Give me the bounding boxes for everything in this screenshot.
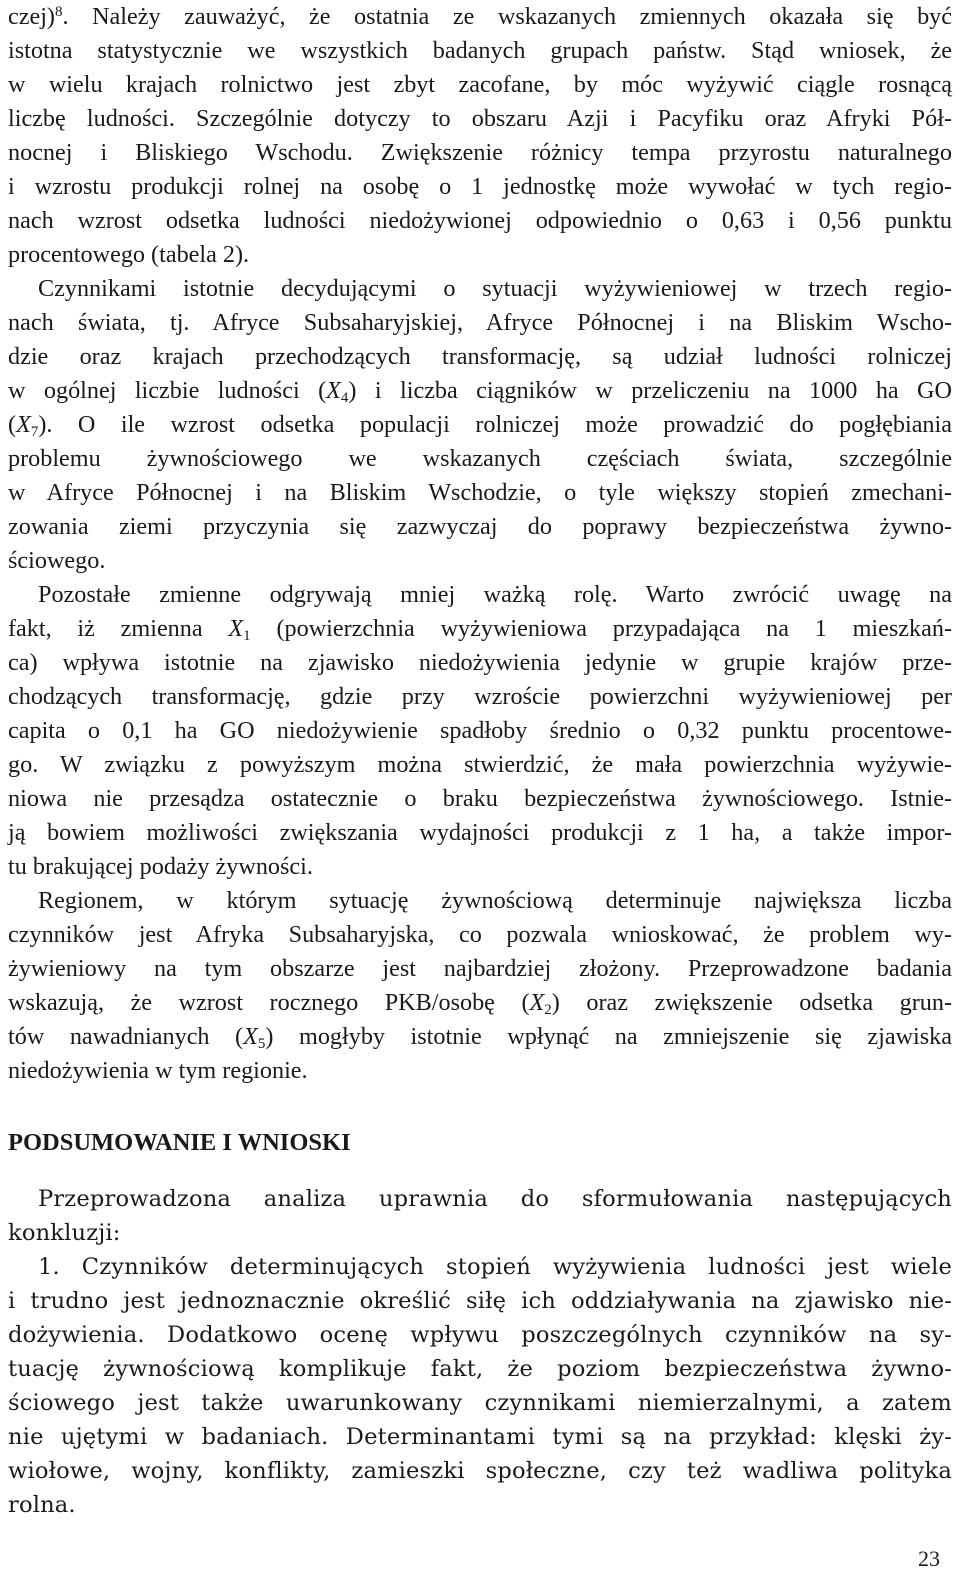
text-line: konkluzji:	[8, 1220, 121, 1246]
text-line: istotna statystycznie we wszystkich badanych grupach państw. Stąd wniosek, że	[8, 37, 952, 64]
line-text: (powierzchnia wyżywieniowa przypadająca na 1 mieszkań-	[250, 615, 952, 642]
text-line: dzie oraz krajach przechodzących transformację, są udział ludności rolniczej	[8, 343, 952, 370]
text-line: Przeprowadzona analiza uprawnia do sformułowania następujących	[38, 1186, 952, 1212]
line-text: wskazują, że wzrost rocznego PKB/osobę (	[8, 989, 530, 1016]
text-line: dożywienia. Dodatkowo ocenę wpływu poszczególnych czynników na sy-	[8, 1322, 952, 1348]
line-text: ) i liczba ciągników w przeliczeniu na 1000 ha GO	[348, 377, 952, 404]
text-line: tuację żywnościową komplikuje fakt, że poziom bezpieczeństwa żywno-	[8, 1356, 952, 1382]
text-line: zowania ziemi przyczynia się zazwyczaj do poprawy bezpieczeństwa żywno-	[8, 513, 952, 540]
text-line: problemu żywnościowego we wskazanych częściach świata, szczególnie	[8, 445, 952, 472]
text-line: nocnej i Bliskiego Wschodu. Zwiększenie różnicy tempa przyrostu naturalnego	[8, 139, 952, 166]
text-line: nie ujętymi w badaniach. Determinantami tymi są na przykład: klęski ży-	[8, 1424, 952, 1450]
page-number: 23	[918, 1546, 940, 1571]
text-line: tu brakującej podaży żywności.	[8, 853, 313, 880]
line-text: czej)	[8, 3, 55, 30]
line-text: ) oraz zwiększenie odsetka grun-	[551, 989, 953, 1016]
text-line: żywieniowy na tym obszarze jest najbardziej złożony. Przeprowadzone badania	[8, 955, 952, 982]
section-heading: PODSUMOWANIE I WNIOSKI	[8, 1129, 351, 1156]
text-line: chodzących transformację, gdzie przy wzroście powierzchni wyżywieniowej per	[8, 683, 952, 710]
variable-subscript: 4	[340, 390, 349, 406]
text-line: Pozostałe zmienne odgrywają mniej ważką rolę. Warto zwrócić uwagę na	[38, 581, 952, 608]
line-text: ) mogłyby istotnie wpłynąć na zmniejszenie się zjawiska	[265, 1023, 952, 1050]
text-line	[8, 986, 952, 1020]
line-text: . Należy zauważyć, że ostatnia ze wskazanych zmiennych okazała się być	[62, 3, 952, 30]
text-line: nach świata, tj. Afryce Subsaharyjskiej, Afryce Północnej i na Bliskim Wscho-	[8, 309, 952, 336]
text-line	[8, 374, 952, 408]
line-text: ). O ile wzrost odsetka populacji rolniczej może prowadzić do pogłębiania	[38, 411, 952, 438]
variable-symbol: X	[326, 377, 341, 404]
variable-subscript: 1	[243, 628, 251, 644]
variable-symbol: X	[529, 989, 545, 1016]
list-item-text: 1. Czynników determinujących stopień wyżywienia ludności jest wiele	[38, 1254, 952, 1280]
line-text: (	[8, 411, 17, 438]
line-text: tów nawadnianych (	[8, 1023, 244, 1050]
footnote-marker[interactable]: 8	[54, 4, 63, 20]
text-line: nach wzrost odsetka ludności niedożywionej odpowiednio o 0,63 i 0,56 punktu	[8, 207, 952, 234]
text-line: i trudno jest jednoznacznie określić siłę ich oddziaływania na zjawisko nie-	[8, 1288, 952, 1314]
variable-symbol: X	[228, 615, 244, 642]
text-line: w wielu krajach rolnictwo jest zbyt zacofane, by móc wyżywić ciągle rosnącą	[8, 71, 952, 98]
variable-subscript: 7	[30, 424, 39, 440]
text-line: capita o 0,1 ha GO niedożywienie spadłoby średnio o 0,32 punktu procentowe-	[8, 717, 952, 744]
text-line: ściowego jest także uwarunkowany czynnikami niemierzalnymi, a zatem	[8, 1390, 952, 1416]
text-line	[8, 1020, 952, 1054]
text-line: w Afryce Północnej i na Bliskim Wschodzie, o tyle większy stopień zmechani-	[8, 479, 952, 506]
text-line	[8, 0, 952, 34]
variable-symbol: X	[243, 1023, 258, 1050]
text-line	[8, 612, 952, 646]
text-line: ca) wpływa istotnie na zjawisko niedożywienia jedynie w grupie krajów prze-	[8, 649, 952, 676]
variable-symbol: X	[16, 411, 31, 438]
variable-subscript: 2	[544, 1002, 552, 1018]
text-line: procentowego (tabela 2).	[8, 241, 250, 268]
text-line: liczbę ludności. Szczególnie dotyczy to obszaru Azji i Pacyfiku oraz Afryki Pół-	[8, 105, 952, 132]
text-line: ściowego.	[8, 547, 106, 574]
text-line: i wzrostu produkcji rolnej na osobę o 1 jednostkę może wywołać w tych regio-	[8, 173, 952, 200]
text-line: rolna.	[8, 1492, 76, 1518]
text-line: wiołowe, wojny, konflikty, zamieszki społeczne, czy też wadliwa polityka	[8, 1458, 952, 1484]
text-line: niowa nie przesądza ostatecznie o braku bezpieczeństwa żywnościowego. Istnie-	[8, 785, 952, 812]
text-line	[8, 408, 952, 442]
line-text: w ogólnej liczbie ludności (	[8, 377, 327, 404]
text-line: Czynnikami istotnie decydującymi o sytuacji wyżywieniowej w trzech regio-	[38, 275, 952, 302]
line-text: fakt, iż zmienna	[8, 615, 229, 642]
text-line: go. W związku z powyższym można stwierdzić, że mała powierzchnia wyżywie-	[8, 751, 952, 778]
text-line: ją bowiem możliwości zwiększania wydajności produkcji z 1 ha, a także impor-	[8, 819, 952, 846]
text-line: niedożywienia w tym regionie.	[8, 1057, 308, 1084]
text-line: czynników jest Afryka Subsaharyjska, co pozwala wnioskować, że problem wy-	[8, 921, 952, 948]
text-line: Regionem, w którym sytuację żywnościową determinuje największa liczba	[38, 887, 952, 914]
variable-subscript: 5	[257, 1036, 266, 1052]
